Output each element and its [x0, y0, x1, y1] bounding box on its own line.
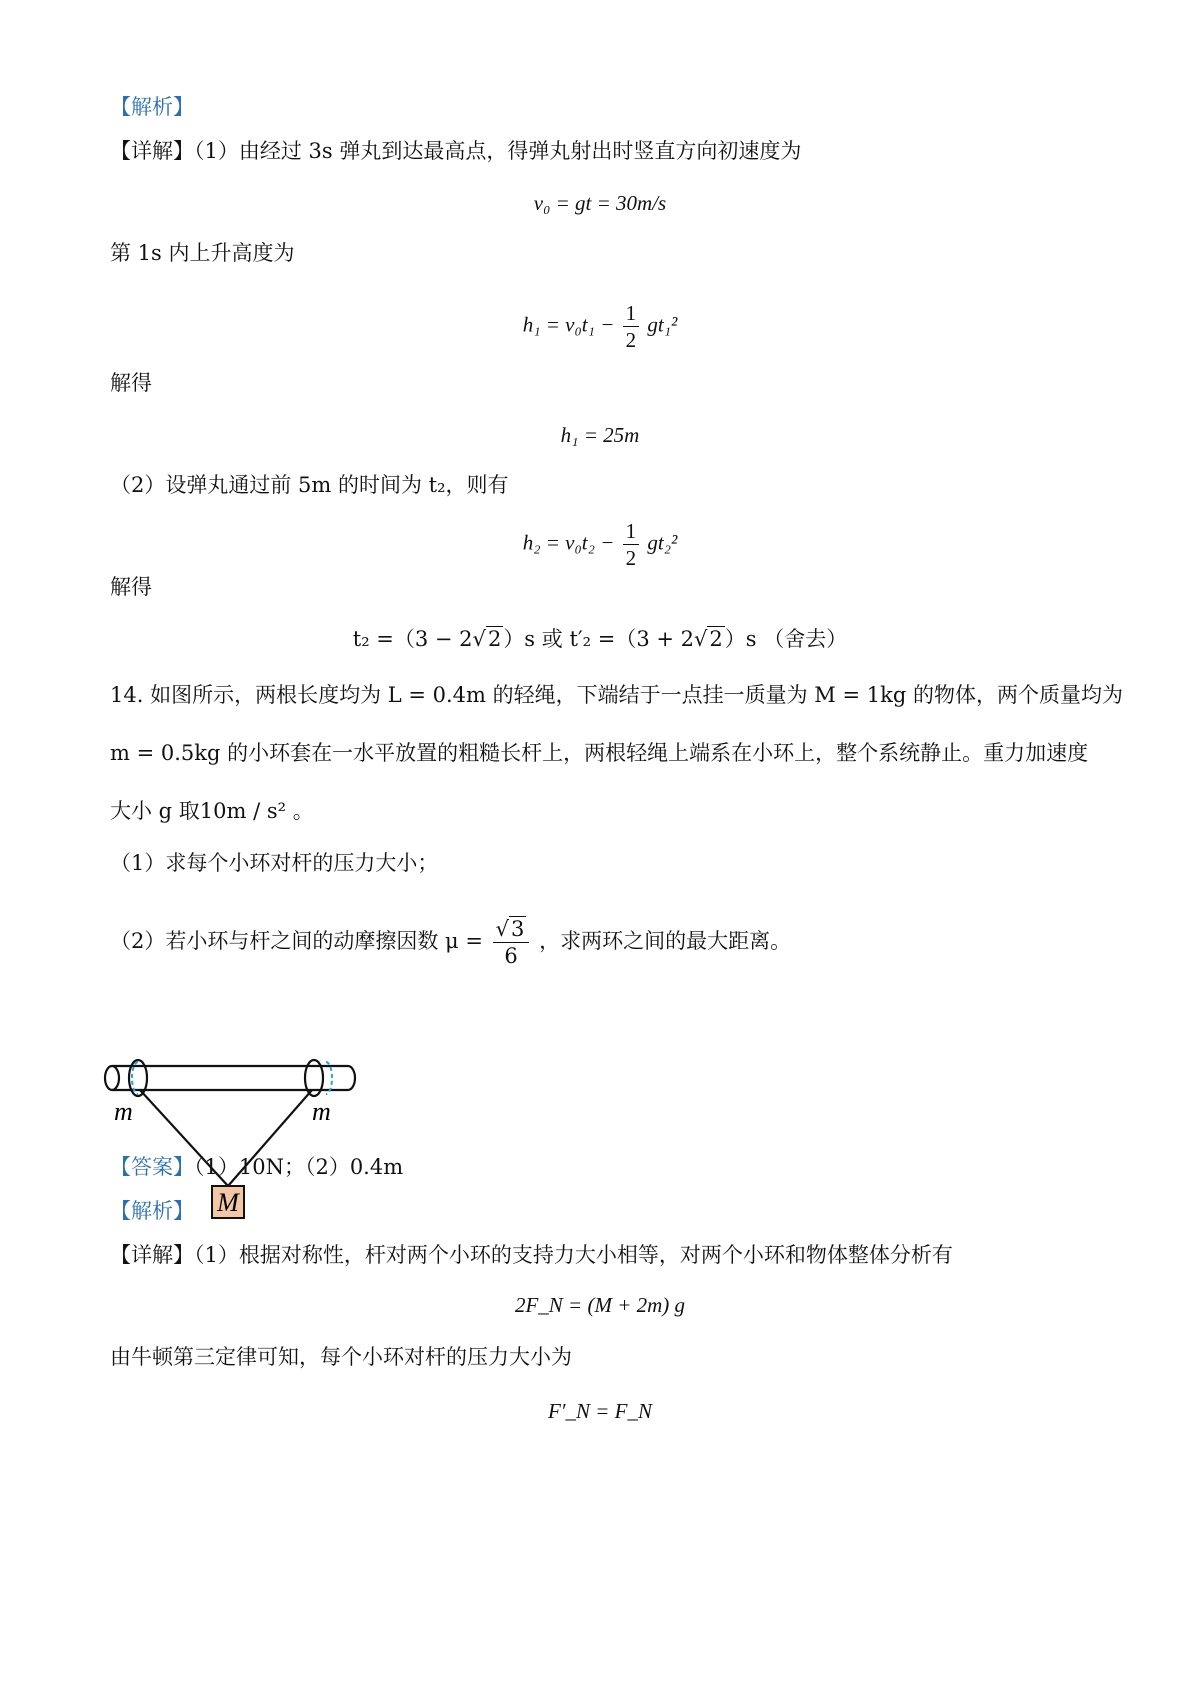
- ring-label-left: m: [114, 1097, 133, 1126]
- detail-paragraph-2: [110, 1240, 953, 1270]
- sqrt-symbol: √: [472, 627, 486, 651]
- equation-v0: v₀ = gt = 30m/s: [533, 191, 667, 215]
- equation-h1-result: h₁ = 25m: [560, 423, 640, 447]
- fraction-half: $\frac{1}{2}$: [623, 300, 640, 353]
- answer-text: （1）10N；（2）0.4m: [194, 1155, 404, 1179]
- problem14-question1: （1）求每个小环对杆的压力大小；: [110, 851, 439, 875]
- detail-tag: 【详解】: [110, 1243, 194, 1267]
- detail-paragraph-1: [110, 136, 801, 166]
- newton-third-law-text: 由牛顿第三定律可知，每个小环对杆的压力大小为: [110, 1345, 572, 1369]
- detail-tag: 【详解】: [110, 139, 194, 163]
- block-label: M: [217, 1188, 239, 1217]
- fraction-half: $\frac{1}{2}$: [623, 518, 640, 571]
- analysis-heading-1: 【解析】: [110, 95, 194, 119]
- ring-label-right: m: [312, 1097, 331, 1126]
- detail-text: （1）由经过 3s 弹丸到达最高点，得弹丸射出时竖直方向初速度为: [194, 139, 802, 163]
- horizontal-rod: [105, 1066, 355, 1090]
- answer-line: [110, 1152, 403, 1182]
- detail-text: （1）根据对称性，杆对两个小环的支持力大小相等，对两个小环和物体整体分析有: [194, 1243, 953, 1267]
- analysis-heading-2: 【解析】: [110, 1199, 194, 1223]
- sqrt-symbol: √: [694, 627, 708, 651]
- problem14-line1: 14. 如图所示，两根长度均为 L = 0.4m 的轻绳，下端结于一点挂一质量为 M = 1kg 的物体，两个质量均为: [110, 683, 1123, 707]
- equation-h1-formula: h₁ = v₀t₁ − $\frac{1}{2}$ gt₁²: [522, 301, 678, 352]
- equation-normal-force-total: 2F_N = (M + 2m) g: [514, 1293, 686, 1317]
- text-first-second-height: 第 1s 内上升高度为: [110, 241, 295, 265]
- equation-h2-formula: h₂ = v₀t₂ − $\frac{1}{2}$ gt₂²: [522, 519, 678, 570]
- fraction-sqrt3-over-6: $\frac{√3}{6}$: [493, 916, 530, 969]
- equation-normal-force-ring: F′_N = F_N: [548, 1399, 652, 1423]
- equation-t2-result: t₂ =（3 − 2√2）s 或 t′₂ =（3 + 2√2）s （舍去）: [352, 627, 848, 651]
- answer-tag: 【答案】: [110, 1155, 194, 1179]
- text-solve-2: 解得: [110, 575, 152, 599]
- problem14-line3: 大小 g 取10m / s² 。: [110, 799, 314, 823]
- text-solve-1: 解得: [110, 371, 152, 395]
- part2-paragraph: （2）设弹丸通过前 5m 的时间为 t₂，则有: [110, 473, 509, 497]
- problem14-question2: （2）若小环与杆之间的动摩擦因数 μ = $\frac{√3}{6}$ ，求两环之间的最大距离。: [110, 917, 792, 968]
- problem14-line2: m = 0.5kg 的小环套在一水平放置的粗糙长杆上，两根轻绳上端系在小环上，整个系统静止。重力加速度: [110, 741, 1089, 765]
